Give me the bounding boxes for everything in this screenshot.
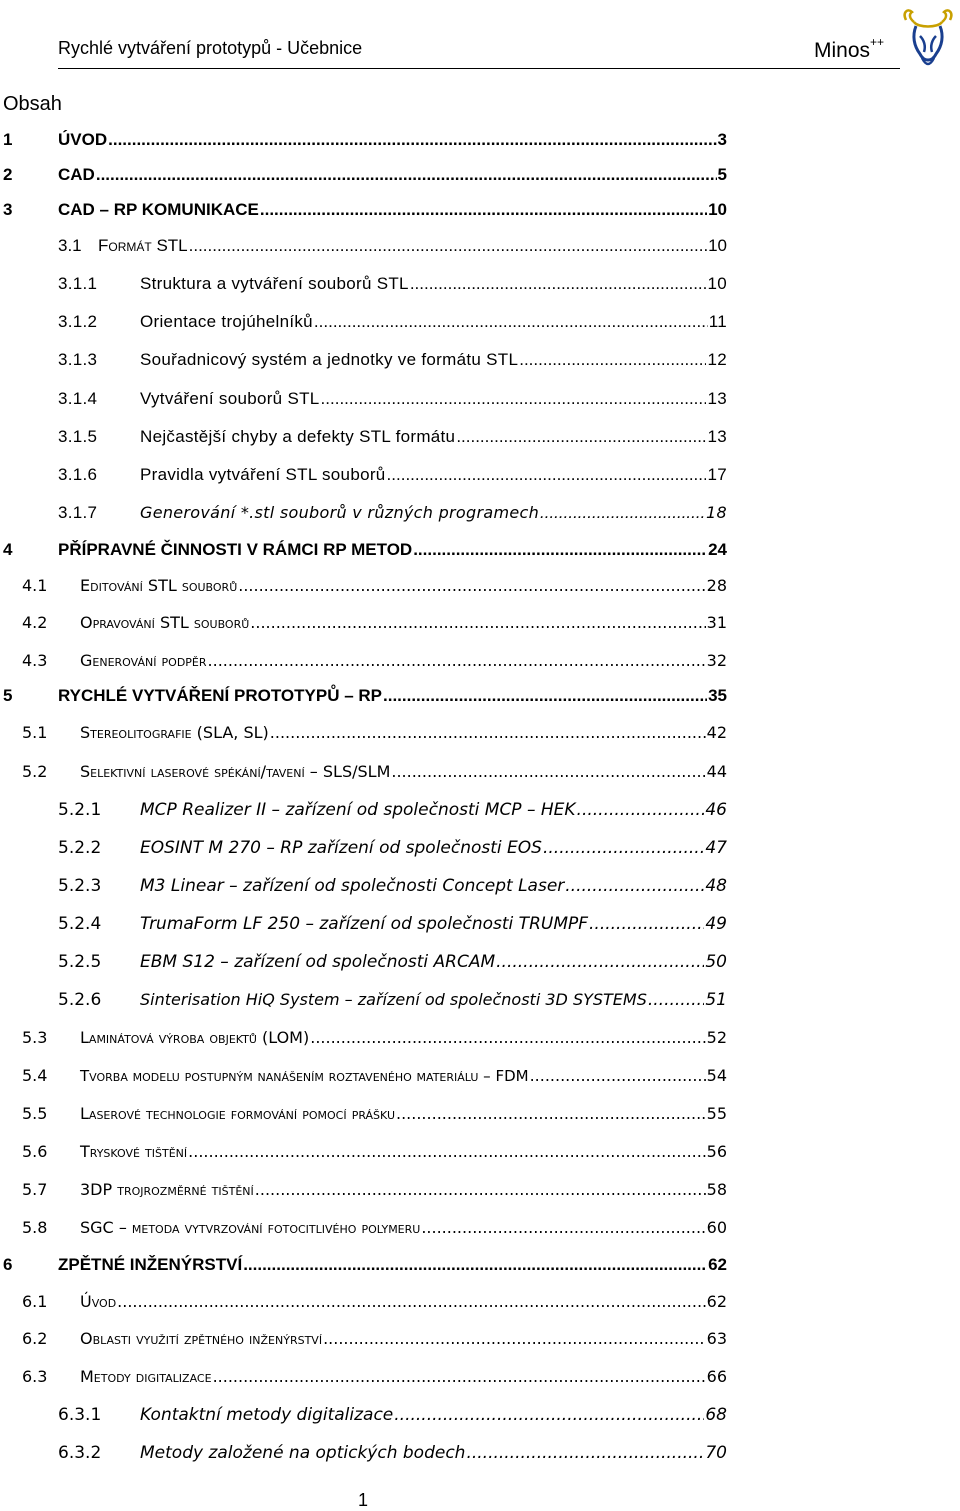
dot-leader: [213, 1367, 706, 1386]
toc-entry-title: ZPĚTNÉ INŽENÝRSTVÍ: [58, 1255, 243, 1274]
dot-leader: [96, 165, 717, 185]
toc-entry-title: Souřadnicový systém a jednotky ve formátu STL: [140, 350, 519, 369]
toc-entry-title: EBM S12 – zařízení od společnosti ARCAM: [140, 952, 496, 972]
toc-entry-number: 4: [3, 540, 13, 559]
dot-leader: [270, 723, 706, 742]
toc-entry-number: 5.2.1: [58, 800, 102, 820]
toc-entry-number: 5.2.2: [58, 838, 102, 858]
toc-entry-page: 31: [706, 613, 727, 632]
toc-entry-number: 3.1.4: [58, 389, 98, 408]
toc-entry-section[interactable]: [58, 236, 727, 256]
toc-entry-page: 12: [707, 350, 727, 369]
toc-entry-number: 5: [3, 686, 13, 705]
dot-leader: [577, 800, 705, 820]
toc-entry-title: SGC – metoda vytvrzování fotocitlivého polymeru: [80, 1218, 421, 1237]
toc-entry-section[interactable]: [22, 613, 727, 632]
dot-leader: [530, 1066, 706, 1085]
brand-name: [814, 35, 885, 63]
toc-entry-title: Orientace trojúhelníků: [140, 312, 313, 331]
toc-entry-page: 18: [706, 503, 727, 522]
toc-entry-number: 4.3: [22, 651, 48, 670]
dot-leader: [648, 990, 704, 1010]
toc-entry-chapter[interactable]: [3, 686, 727, 706]
toc-entry-page: 42: [706, 723, 727, 742]
dot-leader: [314, 312, 708, 332]
toc-entry-subsection[interactable]: [58, 427, 727, 447]
toc-entry-page: 46: [705, 800, 727, 820]
toc-entry-title: Laserové technologie formování pomocí prášku: [80, 1104, 395, 1123]
dot-leader: [310, 1028, 705, 1047]
toc-entry-title: Struktura a vytváření souborů STL: [140, 274, 409, 293]
dot-leader: [255, 1180, 706, 1199]
toc-entry-page: 13: [707, 427, 727, 446]
header-divider: [58, 68, 900, 69]
toc-entry-title: Vytváření souborů STL: [140, 389, 320, 408]
toc-entry-subsection[interactable]: [58, 465, 727, 485]
toc-entry-title: Metody digitalizace: [80, 1367, 212, 1386]
dot-leader: [108, 130, 716, 150]
toc-entry-page: 24: [708, 540, 727, 559]
dot-leader: [243, 1255, 707, 1275]
toc-entry-number: 5.6: [22, 1142, 48, 1161]
toc-entry-section[interactable]: [22, 762, 727, 781]
toc-entry-page: 47: [705, 838, 727, 858]
toc-entry-subsection[interactable]: [58, 990, 727, 1010]
toc-entry-subsection[interactable]: [58, 503, 727, 523]
toc-entry-chapter[interactable]: [3, 130, 727, 150]
toc-entry-title: Nejčastější chyby a defekty STL formátu: [140, 427, 456, 446]
page-header: [0, 0, 960, 75]
toc-entry-chapter[interactable]: [3, 1255, 727, 1275]
toc-entry-title: MCP Realizer II – zařízení od společnosti MCP – HEK: [140, 800, 576, 820]
toc-entry-number: 2: [3, 165, 13, 184]
toc-entry-number: 5.2.4: [58, 914, 102, 934]
dot-leader: [413, 540, 707, 560]
toc-entry-title: Editování STL souborů: [80, 576, 238, 595]
toc-entry-number: 4.1: [22, 576, 48, 595]
dot-leader: [540, 503, 705, 523]
toc-entry-title: CAD – RP KOMUNIKACE: [58, 200, 259, 219]
dot-leader: [250, 613, 705, 632]
toc-entry-page: 35: [708, 686, 727, 705]
dot-leader: [238, 576, 705, 595]
toc-entry-page: 32: [706, 651, 727, 670]
toc-entry-subsection[interactable]: [58, 274, 727, 294]
toc-entry-section[interactable]: [22, 1180, 727, 1199]
toc-entry-subsection[interactable]: [58, 838, 727, 858]
toc-entry-page: 3: [717, 130, 727, 149]
toc-heading: Obsah: [3, 93, 62, 115]
minos-bull-logo-icon: [900, 6, 956, 70]
dot-leader: [188, 1142, 706, 1161]
toc-entry-section[interactable]: [22, 1066, 727, 1085]
dot-leader: [383, 686, 707, 706]
toc-entry-title: RYCHLÉ VYTVÁŘENÍ PROTOTYPŮ – RP: [58, 686, 382, 705]
dot-leader: [543, 838, 704, 858]
toc-entry-title: Laminátová výroba objektů (LOM): [80, 1028, 310, 1047]
toc-entry-number: 6.3.2: [58, 1443, 102, 1463]
toc-entry-page: 62: [706, 1292, 727, 1311]
dot-leader: [260, 200, 707, 220]
toc-entry-subsection[interactable]: [58, 389, 727, 409]
toc-entry-title: M3 Linear – zařízení od společnosti Concept Laser: [140, 876, 565, 896]
toc-entry-number: 3.1.5: [58, 427, 98, 446]
toc-entry-section[interactable]: [22, 1104, 727, 1123]
toc-entry-chapter[interactable]: [3, 165, 727, 185]
document-title: Rychlé vytváření prototypů - Učebnice: [58, 38, 363, 58]
toc-entry-number: 3.1: [58, 236, 82, 255]
toc-entry-number: 5.7: [22, 1180, 48, 1199]
toc-entry-number: 6.3: [22, 1367, 48, 1386]
toc-entry-number: 3.1.7: [58, 503, 98, 522]
toc-entry-page: 55: [706, 1104, 727, 1123]
toc-entry-title: Formát STL: [98, 236, 188, 255]
dot-leader: [456, 427, 706, 447]
toc-entry-page: 58: [706, 1180, 727, 1199]
toc-entry-title: Oblasti využití zpětného inženýrství: [80, 1329, 323, 1348]
toc-entry-section[interactable]: [22, 1292, 727, 1311]
toc-entry-number: 5.2.6: [58, 990, 102, 1010]
toc-entry-number: 5.1: [22, 723, 48, 742]
toc-entry-section[interactable]: [22, 651, 727, 670]
toc-entry-number: 4.2: [22, 613, 48, 632]
toc-entry-subsection[interactable]: [58, 952, 727, 972]
dot-leader: [189, 236, 707, 256]
toc-entry-page: 70: [705, 1443, 727, 1463]
toc-entry-title: Pravidla vytváření STL souborů: [140, 465, 386, 484]
dot-leader: [565, 876, 704, 896]
toc-entry-number: 5.2.3: [58, 876, 102, 896]
toc-entry-number: 6.1: [22, 1292, 48, 1311]
toc-entry-section[interactable]: [22, 576, 727, 595]
toc-entry-page: 13: [707, 389, 727, 408]
toc-entry-number: 3.1.1: [58, 274, 98, 293]
toc-entry-title: ÚVOD: [58, 130, 108, 149]
toc-entry-page: 68: [705, 1405, 727, 1425]
toc-entry-page: 10: [707, 274, 727, 293]
toc-entry-page: 49: [705, 914, 727, 934]
dot-leader: [421, 1218, 705, 1237]
toc-entry-subsection[interactable]: [58, 876, 727, 896]
dot-leader: [396, 1104, 706, 1123]
toc-entry-section[interactable]: [22, 1218, 727, 1237]
toc-entry-section[interactable]: [22, 723, 727, 742]
toc-entry-subsection[interactable]: [58, 914, 727, 934]
toc-entry-page: 51: [705, 990, 727, 1010]
toc-entry-page: 48: [705, 876, 727, 896]
toc-entry-page: 66: [706, 1367, 727, 1386]
toc-entry-number: 5.5: [22, 1104, 48, 1123]
toc-entry-subsection[interactable]: [58, 1405, 727, 1425]
toc-entry-title: PŘÍPRAVNÉ ČINNOSTI V RÁMCI RP METOD: [58, 540, 413, 559]
toc-entry-number: 5.2.5: [58, 952, 102, 972]
toc-entry-number: 5.4: [22, 1066, 48, 1085]
toc-entry-subsection[interactable]: [58, 1443, 727, 1463]
toc-entry-chapter[interactable]: [3, 540, 727, 560]
toc-entry-section[interactable]: [22, 1367, 727, 1386]
toc-entry-number: 3.1.2: [58, 312, 98, 331]
dot-leader: [387, 465, 707, 485]
dot-leader: [391, 762, 705, 781]
toc-entry-number: 3: [3, 200, 13, 219]
toc-entry-page: 50: [705, 952, 727, 972]
toc-entry-page: 28: [706, 576, 727, 595]
toc-entry-page: 10: [708, 236, 727, 255]
toc-entry-number: 6: [3, 1255, 13, 1274]
dot-leader: [466, 1443, 704, 1463]
toc-entry-title: TrumaForm LF 250 – zařízení od společnosti TRUMPF: [140, 914, 589, 934]
toc-entry-section[interactable]: [22, 1329, 727, 1348]
toc-entry-page: 5: [717, 165, 727, 184]
dot-leader: [394, 1405, 704, 1425]
toc-entry-title: Stereolitografie (SLA, SL): [80, 723, 269, 742]
toc-entry-page: 52: [706, 1028, 727, 1047]
page-number: 1: [358, 1490, 369, 1510]
dot-leader: [410, 274, 707, 294]
toc-entry-page: 63: [706, 1329, 727, 1348]
toc-entry-title: Metody založené na optických bodech: [140, 1443, 466, 1463]
toc-entry-page: 60: [706, 1218, 727, 1237]
toc-entry-number: 5.3: [22, 1028, 48, 1047]
toc-entry-subsection[interactable]: [58, 800, 727, 820]
toc-entry-title: Generování podpěr: [80, 651, 207, 670]
toc-entry-chapter[interactable]: [3, 200, 727, 220]
toc-entry-page: 54: [706, 1066, 727, 1085]
brand-label: Minos: [814, 39, 871, 62]
toc-entry-page: 44: [706, 762, 727, 781]
toc-entry-number: 5.8: [22, 1218, 48, 1237]
dot-leader: [519, 350, 706, 370]
dot-leader: [208, 651, 706, 670]
toc-entry-title: Úvod: [80, 1292, 117, 1311]
toc-entry-title: Tryskové tištění: [80, 1142, 188, 1161]
toc-entry-title: Tvorba modelu postupným nanášením roztaveného materiálu – FDM: [80, 1067, 529, 1085]
toc-entry-subsection[interactable]: [58, 350, 727, 370]
dot-leader: [117, 1292, 705, 1311]
toc-entry-page: 10: [708, 200, 727, 219]
toc-entry-page: 56: [706, 1142, 727, 1161]
toc-entry-title: Selektivní laserové spékání/tavení – SLS/SLM: [80, 762, 391, 781]
toc-entry-title: Opravování STL souborů: [80, 613, 250, 632]
toc-entry-number: 5.2: [22, 762, 48, 781]
toc-entry-number: 3.1.3: [58, 350, 98, 369]
brand-superscript: ++: [870, 35, 885, 49]
toc-entry-title: Sinterisation HiQ System – zařízení od společnosti 3D SYSTEMS: [140, 990, 647, 1009]
toc-entry-section[interactable]: [22, 1142, 727, 1161]
toc-entry-number: 6.2: [22, 1329, 48, 1348]
dot-leader: [496, 952, 704, 972]
toc-entry-number: 6.3.1: [58, 1405, 102, 1425]
toc-entry-subsection[interactable]: [58, 312, 727, 332]
toc-entry-number: 3.1.6: [58, 465, 98, 484]
toc-entry-title: 3DP trojrozměrné tištění: [80, 1180, 254, 1199]
toc-entry-title: Generování *.stl souborů v různých programech: [140, 503, 540, 522]
toc-entry-page: 11: [708, 312, 727, 331]
toc-entry-title: EOSINT M 270 – RP zařízení od společnosti EOS: [140, 838, 542, 858]
toc-entry-title: Kontaktní metody digitalizace: [140, 1405, 394, 1425]
dot-leader: [589, 914, 704, 934]
dot-leader: [321, 389, 707, 409]
toc-entry-page: 17: [707, 465, 727, 484]
toc-entry-number: 1: [3, 130, 13, 149]
toc-entry-section[interactable]: [22, 1028, 727, 1047]
toc-entry-title: CAD: [58, 165, 95, 184]
dot-leader: [323, 1329, 706, 1348]
toc-entry-page: 62: [708, 1255, 727, 1274]
